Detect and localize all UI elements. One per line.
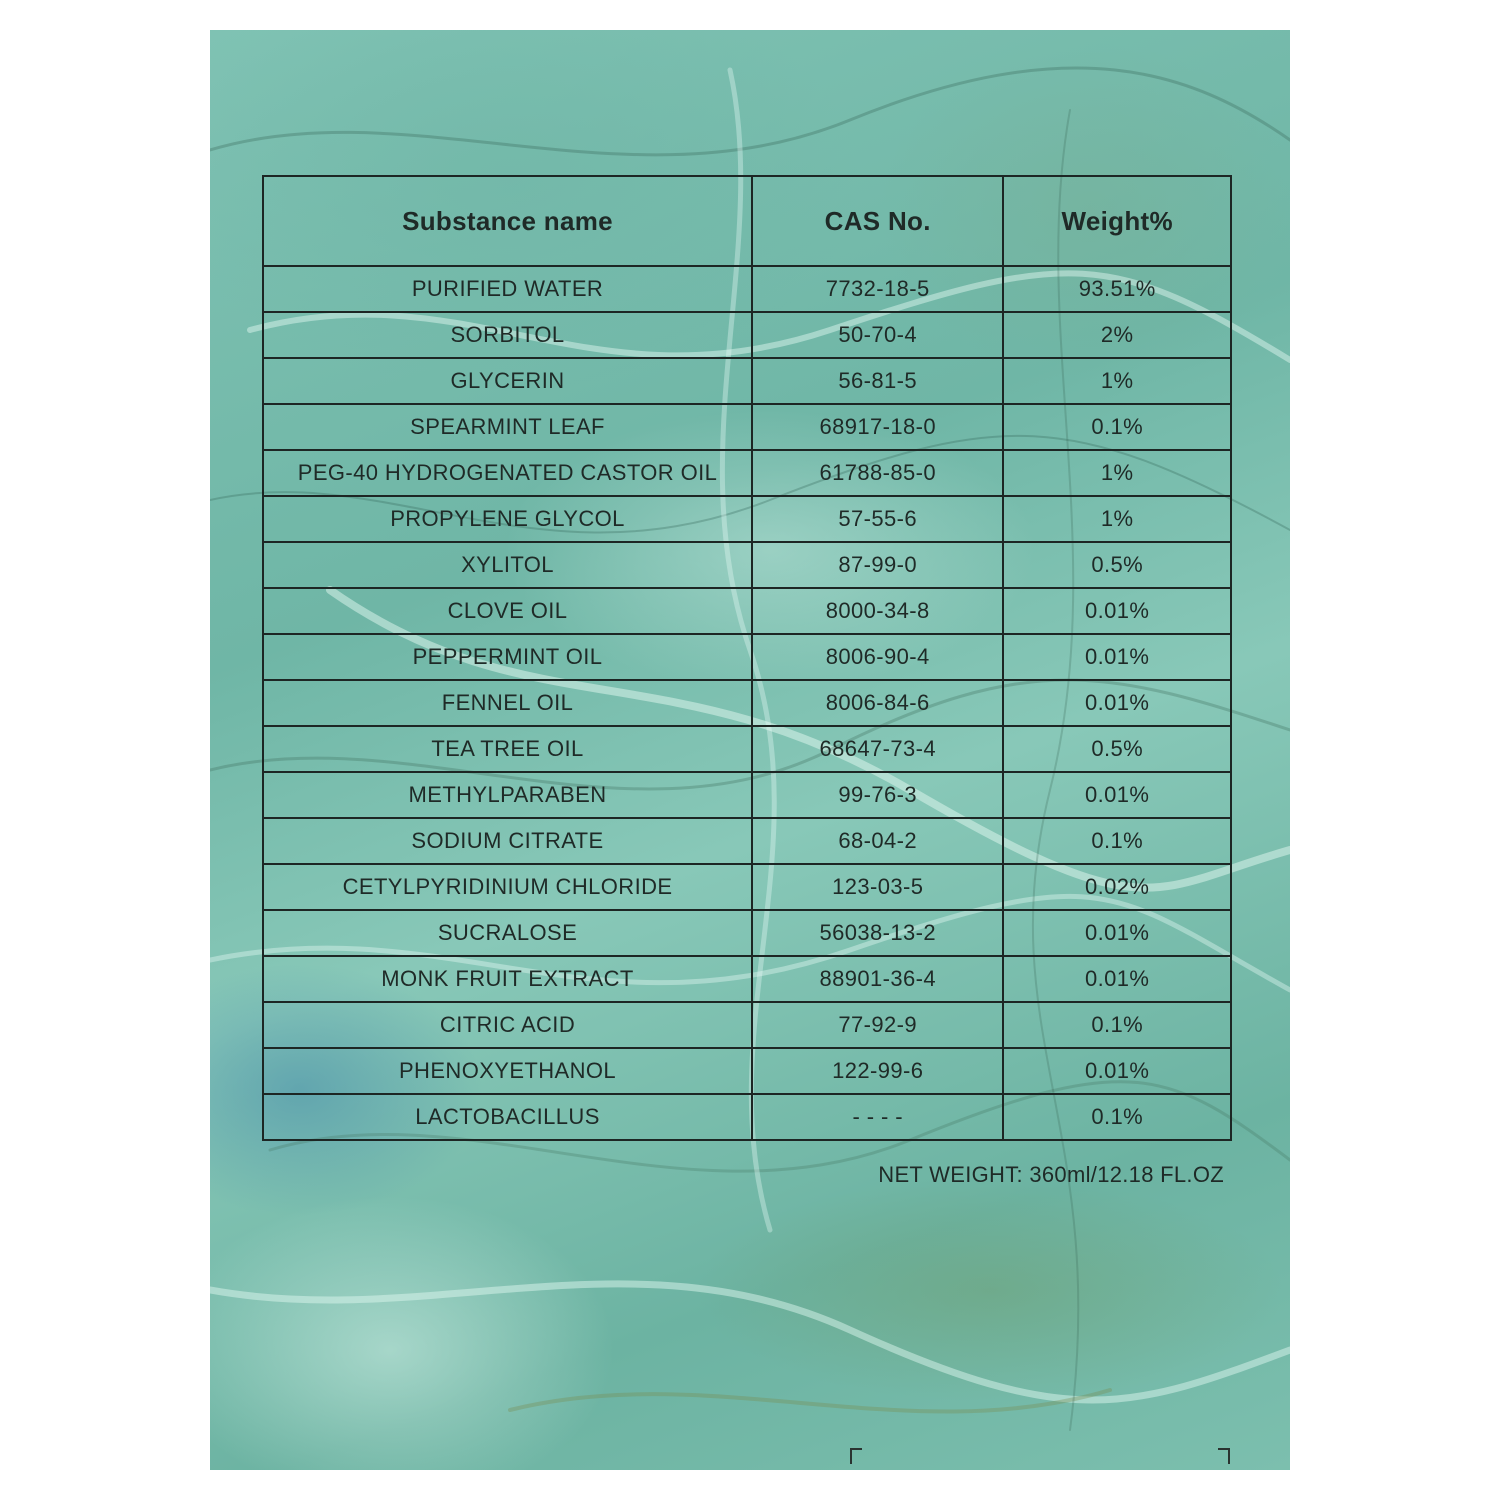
substance-name-cell: SODIUM CITRATE: [263, 818, 752, 864]
table-row: [263, 496, 1231, 542]
substance-name-cell: METHYLPARABEN: [263, 772, 752, 818]
table-row: [263, 680, 1231, 726]
cas-number-cell: 68-04-2: [752, 818, 1003, 864]
table-row: [263, 634, 1231, 680]
substance-name-cell: PURIFIED WATER: [263, 266, 752, 312]
cas-number-cell: 56-81-5: [752, 358, 1003, 404]
substance-name-cell: CITRIC ACID: [263, 1002, 752, 1048]
cas-number-cell: 77-92-9: [752, 1002, 1003, 1048]
weight-cell: 0.02%: [1003, 864, 1231, 910]
weight-cell: 1%: [1003, 496, 1231, 542]
cas-number-cell: 57-55-6: [752, 496, 1003, 542]
table-row: [263, 772, 1231, 818]
cas-number-cell: 61788-85-0: [752, 450, 1003, 496]
weight-cell: 1%: [1003, 450, 1231, 496]
table-row: [263, 404, 1231, 450]
substance-name-cell: CLOVE OIL: [263, 588, 752, 634]
cas-number-cell: 56038-13-2: [752, 910, 1003, 956]
substance-name-cell: PHENOXYETHANOL: [263, 1048, 752, 1094]
table-row: [263, 450, 1231, 496]
weight-cell: 0.5%: [1003, 726, 1231, 772]
table-header-row: [263, 176, 1231, 266]
weight-cell: 0.01%: [1003, 680, 1231, 726]
substance-name-cell: SUCRALOSE: [263, 910, 752, 956]
cas-number-cell: 88901-36-4: [752, 956, 1003, 1002]
crop-mark-right: [1218, 1448, 1230, 1464]
weight-cell: 1%: [1003, 358, 1231, 404]
weight-cell: 0.01%: [1003, 1048, 1231, 1094]
weight-cell: 0.01%: [1003, 588, 1231, 634]
cas-number-cell: 68917-18-0: [752, 404, 1003, 450]
table-row: [263, 542, 1231, 588]
substance-name-cell: CETYLPYRIDINIUM CHLORIDE: [263, 864, 752, 910]
table-row: [263, 1002, 1231, 1048]
header-weight-percent: Weight%: [1003, 176, 1231, 266]
weight-cell: 0.01%: [1003, 634, 1231, 680]
cas-number-cell: 8006-84-6: [752, 680, 1003, 726]
substance-name-cell: GLYCERIN: [263, 358, 752, 404]
weight-cell: 0.1%: [1003, 1094, 1231, 1140]
table-row: [263, 726, 1231, 772]
weight-cell: 0.01%: [1003, 956, 1231, 1002]
table-row: [263, 910, 1231, 956]
crop-mark-left: [850, 1448, 862, 1464]
substance-name-cell: XYLITOL: [263, 542, 752, 588]
table-row: [263, 864, 1231, 910]
substance-name-cell: LACTOBACILLUS: [263, 1094, 752, 1140]
table-row: [263, 266, 1231, 312]
cas-number-cell: 122-99-6: [752, 1048, 1003, 1094]
substance-name-cell: FENNEL OIL: [263, 680, 752, 726]
net-weight-text: NET WEIGHT: 360ml/12.18 FL.OZ: [878, 1162, 1224, 1187]
cas-number-cell: 87-99-0: [752, 542, 1003, 588]
cas-number-cell: 68647-73-4: [752, 726, 1003, 772]
table-row: [263, 1048, 1231, 1094]
table-row: [263, 1094, 1231, 1140]
cas-number-cell: - - - -: [752, 1094, 1003, 1140]
cas-number-cell: 50-70-4: [752, 312, 1003, 358]
weight-cell: 0.01%: [1003, 772, 1231, 818]
weight-cell: 0.1%: [1003, 404, 1231, 450]
cas-number-cell: 8000-34-8: [752, 588, 1003, 634]
cas-number-cell: 123-03-5: [752, 864, 1003, 910]
table-row: [263, 588, 1231, 634]
weight-cell: 0.01%: [1003, 910, 1231, 956]
substance-name-cell: TEA TREE OIL: [263, 726, 752, 772]
header-cas-number: CAS No.: [752, 176, 1003, 266]
cas-number-cell: 7732-18-5: [752, 266, 1003, 312]
cas-number-cell: 99-76-3: [752, 772, 1003, 818]
table-row: [263, 312, 1231, 358]
substance-name-cell: PROPYLENE GLYCOL: [263, 496, 752, 542]
table-row: [263, 358, 1231, 404]
substance-name-cell: PEG-40 HYDROGENATED CASTOR OIL: [263, 450, 752, 496]
header-substance-name: Substance name: [263, 176, 752, 266]
weight-cell: 93.51%: [1003, 266, 1231, 312]
substance-name-cell: PEPPERMINT OIL: [263, 634, 752, 680]
ingredients-table: [262, 175, 1232, 1141]
substance-name-cell: SPEARMINT LEAF: [263, 404, 752, 450]
label-sheet: [210, 30, 1290, 1470]
substance-name-cell: SORBITOL: [263, 312, 752, 358]
weight-cell: 2%: [1003, 312, 1231, 358]
substance-name-cell: MONK FRUIT EXTRACT: [263, 956, 752, 1002]
table-row: [263, 818, 1231, 864]
cas-number-cell: 8006-90-4: [752, 634, 1003, 680]
weight-cell: 0.1%: [1003, 818, 1231, 864]
table-row: [263, 956, 1231, 1002]
weight-cell: 0.5%: [1003, 542, 1231, 588]
weight-cell: 0.1%: [1003, 1002, 1231, 1048]
